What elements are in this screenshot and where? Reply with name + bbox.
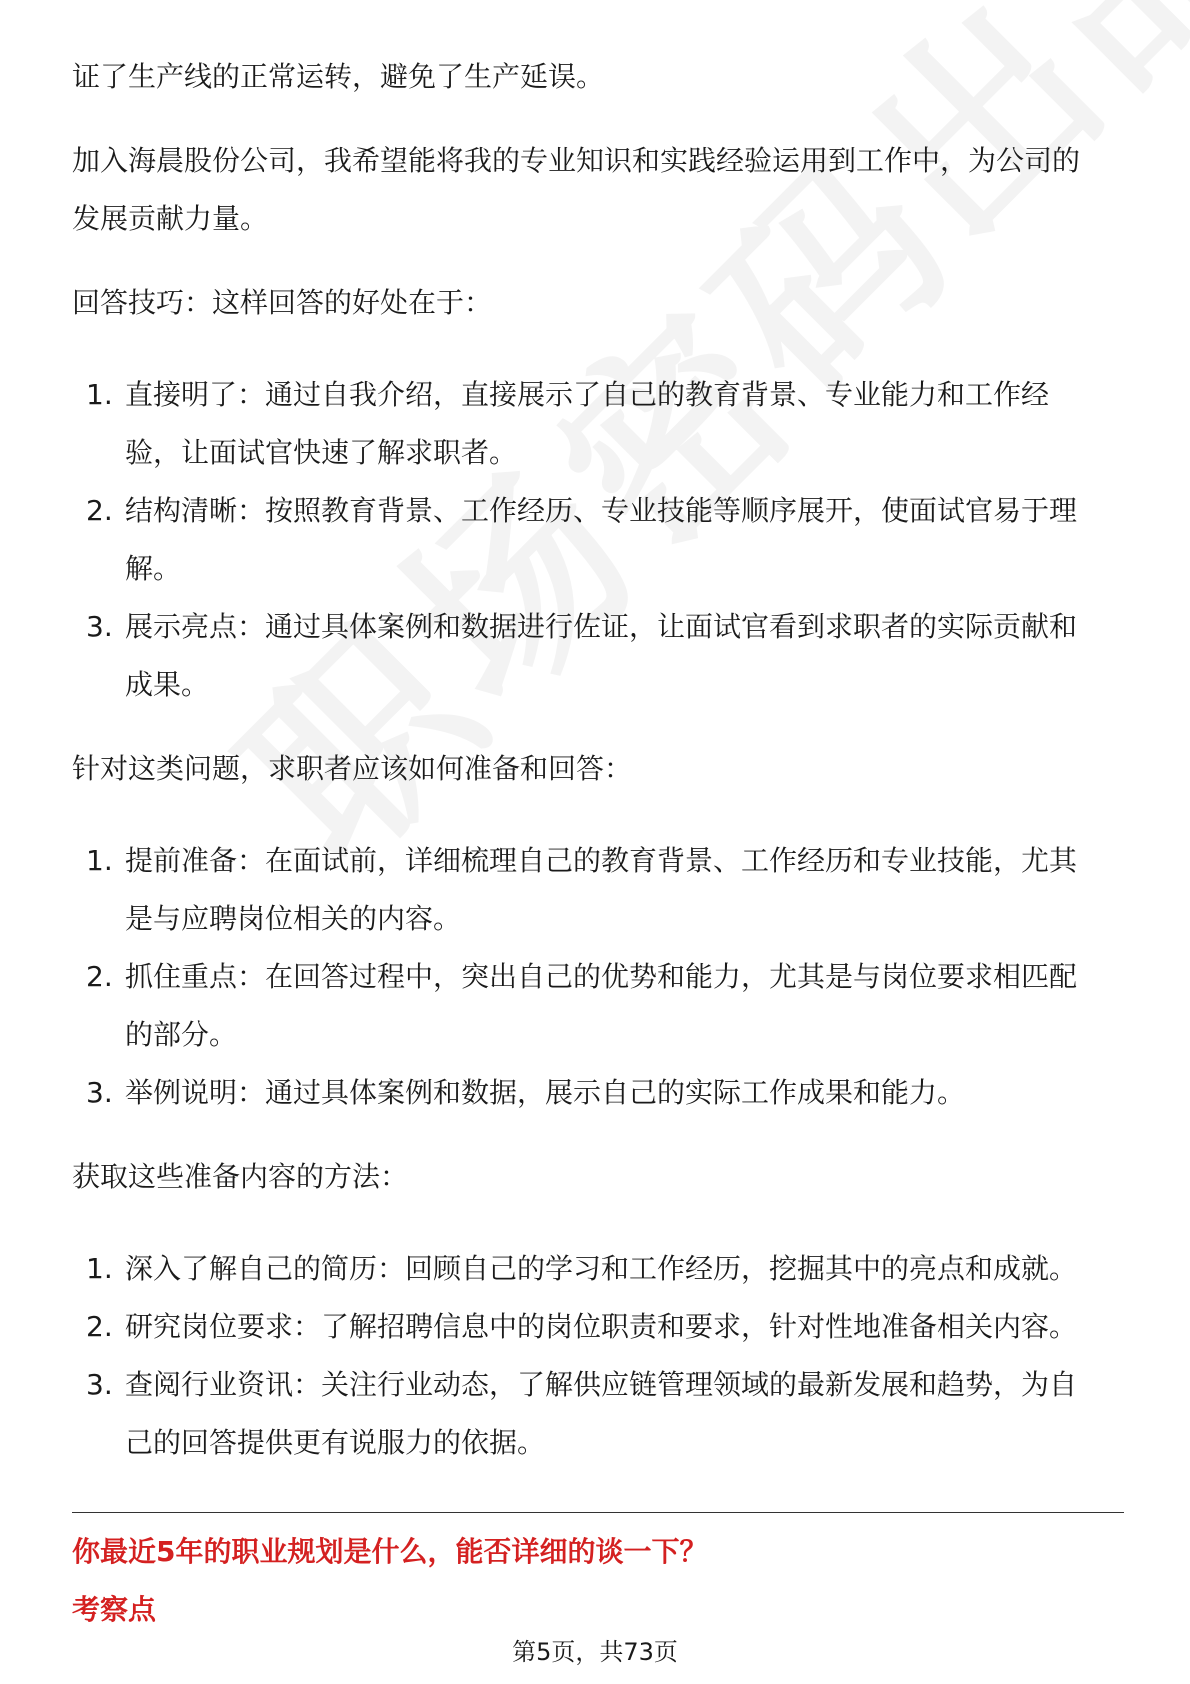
list-text: 查阅行业资讯：关注行业动态，了解供应链管理领域的最新发展和趋势，为自: [125, 1368, 1078, 1401]
list-text: 举例说明：通过具体案例和数据，展示自己的实际工作成果和能力。: [125, 1076, 966, 1109]
method-list: [72, 1240, 1122, 1472]
list-number: 1.: [86, 844, 113, 877]
list-number: 2.: [86, 1310, 113, 1343]
list-number: 2.: [86, 960, 113, 993]
list-item: [72, 598, 1122, 714]
tips-heading: 回答技巧：这样回答的好处在于：: [72, 286, 493, 319]
list-number: 2.: [86, 494, 113, 527]
list-text: 己的回答提供更有说服力的依据。: [125, 1426, 546, 1459]
list-item: [72, 1064, 1122, 1122]
list-text: 提前准备：在面试前，详细梳理自己的教育背景、工作经历和专业技能，尤其: [125, 844, 1078, 877]
list-number: 3.: [86, 1368, 113, 1401]
list-text: 解。: [125, 552, 182, 585]
list-text: 直接明了：通过自我介绍，直接展示了自己的教育背景、专业能力和工作经: [125, 378, 1050, 411]
paragraph-join-company: [72, 132, 1122, 248]
list-text: 深入了解自己的简历：回顾自己的学习和工作经历，挖掘其中的亮点和成就。: [125, 1252, 1078, 1285]
list-item: [72, 1298, 1122, 1356]
list-text: 是与应聘岗位相关的内容。: [125, 902, 462, 935]
paragraph-intro-end: 证了生产线的正常运转，避免了生产延误。: [72, 60, 605, 93]
list-text: 验，让面试官快速了解求职者。: [125, 436, 518, 469]
page-number: 第5页，共73页: [512, 1638, 678, 1666]
paragraph-line: 发展贡献力量。: [72, 202, 269, 235]
list-text: 研究岗位要求：了解招聘信息中的岗位职责和要求，针对性地准备相关内容。: [125, 1310, 1078, 1343]
list-text: 展示亮点：通过具体案例和数据进行佐证，让面试官看到求职者的实际贡献和: [125, 610, 1078, 643]
list-text: 的部分。: [125, 1018, 238, 1051]
list-item: [72, 1240, 1122, 1298]
list-text: 结构清晰：按照教育背景、工作经历、专业技能等顺序展开，使面试官易于理: [125, 494, 1078, 527]
method-heading: 获取这些准备内容的方法：: [72, 1160, 409, 1193]
list-item: [72, 482, 1122, 598]
list-text: 抓住重点：在回答过程中，突出自己的优势和能力，尤其是与岗位要求相匹配: [125, 960, 1078, 993]
list-item: [72, 366, 1122, 482]
list-number: 3.: [86, 610, 113, 643]
list-item: [72, 832, 1122, 948]
list-item: [72, 1356, 1122, 1472]
prep-heading: 针对这类问题，求职者应该如何准备和回答：: [72, 752, 633, 785]
list-item: [72, 948, 1122, 1064]
paragraph-line: 加入海晨股份公司，我希望能将我的专业知识和实践经验运用到工作中，为公司的: [72, 144, 1081, 177]
section-divider: [72, 1512, 1124, 1513]
list-number: 1.: [86, 1252, 113, 1285]
list-number: 3.: [86, 1076, 113, 1109]
list-number: 1.: [86, 378, 113, 411]
main-content: [72, 48, 1122, 1472]
next-question-heading: 你最近5年的职业规划是什么，能否详细的谈一下？: [72, 1535, 708, 1568]
tips-list: [72, 366, 1122, 714]
focus-points-heading: 考察点: [72, 1593, 157, 1626]
prep-list: [72, 832, 1122, 1122]
list-text: 成果。: [125, 668, 210, 701]
